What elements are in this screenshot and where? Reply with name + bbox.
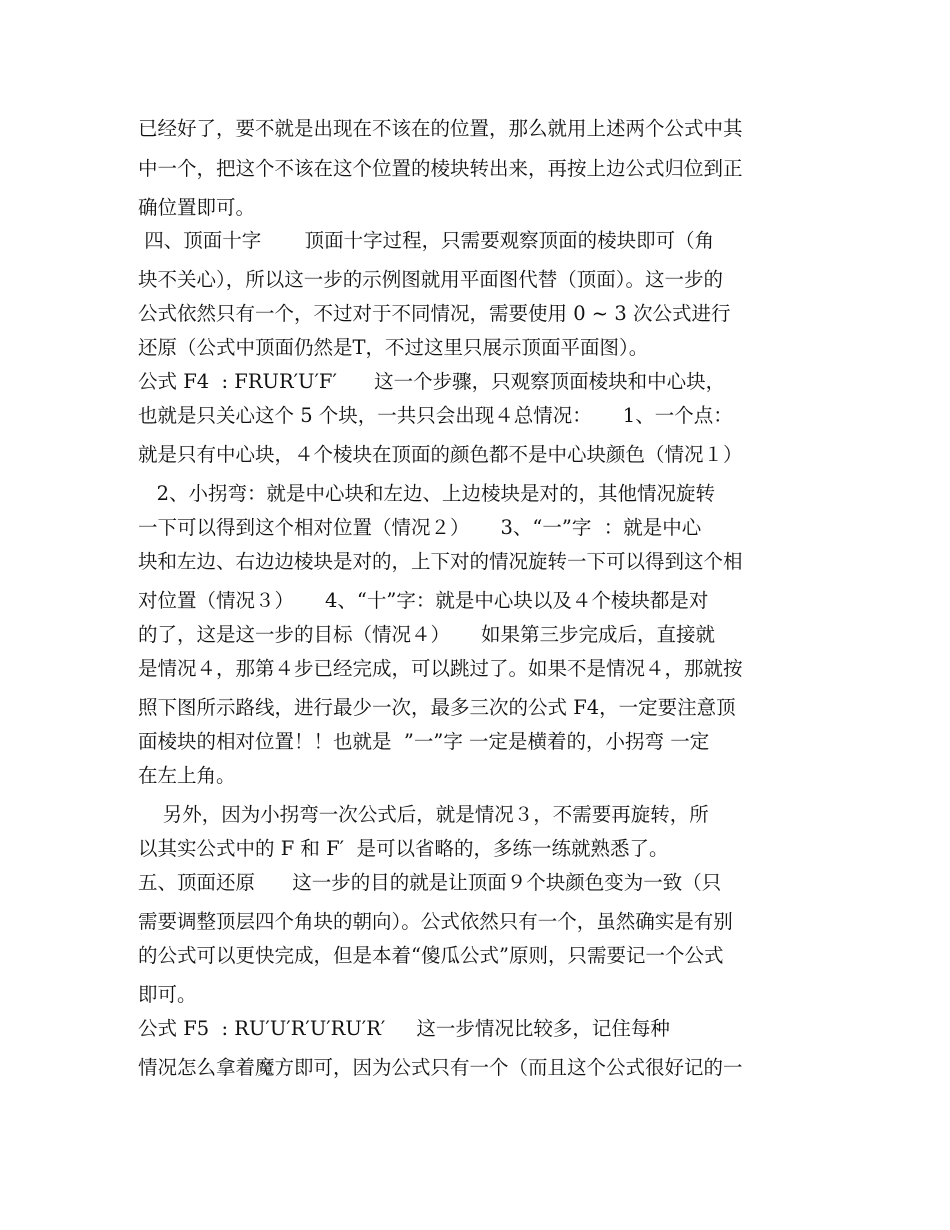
text-line: 一下可以得到这个相对位置（情况２） 3、“一”字 ：就是中心 <box>138 516 702 539</box>
text-line: 以其实公式中的 F 和 F′ 是可以省略的，多练一练就熟悉了。 <box>138 837 669 860</box>
text-line: 照下图所示路线，进行最少一次，最多三次的公式 F4，一定要注意顶 <box>138 696 736 719</box>
text-line: 四、顶面十字 顶面十字过程，只需要观察顶面的棱块即可（角 <box>138 229 715 252</box>
text-line: 2、小拐弯：就是中心块和左边、上边棱块是对的，其他情况旋转 <box>138 482 716 505</box>
text-line: 五、顶面还原 这一步的目的就是让顶面９个块颜色变为一致（只 <box>138 871 722 894</box>
text-line: 另外，因为小拐弯一次公式后，就是情况３，不需要再旋转，所 <box>138 803 709 826</box>
text-line: 即可。 <box>138 983 197 1006</box>
text-line: 的公式可以更快完成，但是本着“傻瓜公式”原则，只需要记一个公式 <box>138 944 724 967</box>
text-line: 块不关心），所以这一步的示例图就用平面图代替（顶面）。这一步的 <box>138 268 724 291</box>
text-line: 确位置即可。 <box>138 196 256 219</box>
text-line: 块和左边、右边边棱块是对的，上下对的情况旋转一下可以得到这个相 <box>138 550 743 573</box>
text-line: 中一个，把这个不该在这个位置的棱块转出来，再按上边公式归位到正 <box>138 157 743 180</box>
text-line: 就是只有中心块，４个棱块在顶面的颜色都不是中心块颜色（情况１） <box>138 443 743 466</box>
text-line: 对位置（情况３） 4、“十”字：就是中心块以及４个棱块都是对 <box>138 589 709 612</box>
text-line: 已经好了，要不就是出现在不该在的位置，那么就用上述两个公式中其 <box>138 117 743 140</box>
text-line: 也就是只关心这个 5 个块，一共只会出现４总情况： 1、一个点： <box>138 404 733 427</box>
text-line: 还原（公式中顶面仍然是T，不过这里只展示顶面平面图）。 <box>138 336 649 359</box>
text-line: 在左上角。 <box>138 764 236 787</box>
text-line: 面棱块的相对位置！！也就是 ”一”字 一定是横着的，小拐弯 一定 <box>138 730 710 753</box>
text-line: 公式依然只有一个，不过对于不同情况，需要使用 0 ~ 3 次公式进行 <box>138 302 731 325</box>
text-line: 的了，这是这一步的目标（情况４） 如果第三步完成后，直接就 <box>138 623 715 646</box>
text-line: 情况怎么拿着魔方即可，因为公式只有一个（而且这个公式很好记的一 <box>138 1056 743 1079</box>
text-line: 公式 F4 : FRUR′U′F′ 这一个步骤，只观察顶面棱块和中心块， <box>138 370 726 393</box>
text-line: 是情况４，那第４步已经完成，可以跳过了。如果不是情况４，那就按 <box>138 657 743 680</box>
text-line: 需要调整顶层四个角块的朝向）。公式依然只有一个，虽然确实是有别 <box>138 910 733 933</box>
text-line: 公式 F5 : RU′U′R′U′RU′R′ 这一步情况比较多，记住每种 <box>138 1017 670 1040</box>
